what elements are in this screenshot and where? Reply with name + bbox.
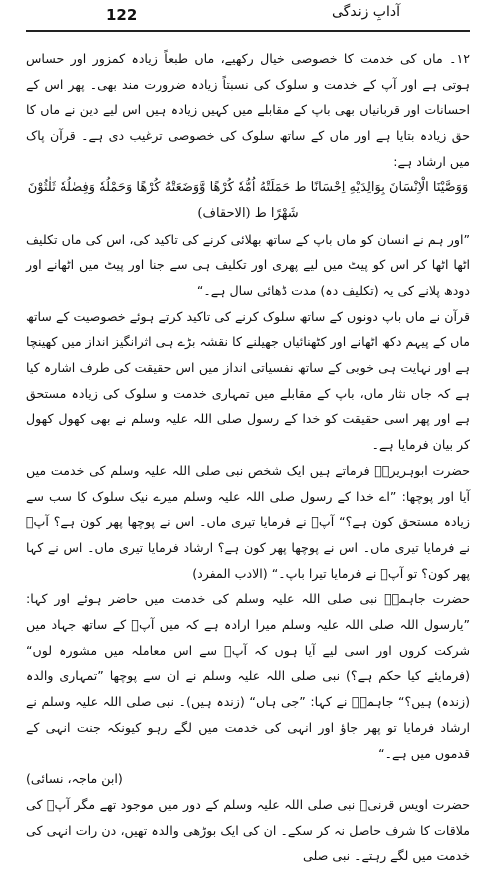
- book-title: آدابِ زندگی: [332, 4, 400, 20]
- paragraph-mother-rights: ۱۲۔ ماں کی خدمت کا خصوصی خیال رکھیے، ماں طبعاً زیادہ کمزور اور حساس ہوتی ہے اور آپ کے خدمت و سلوک کی نسبتاً زیادہ ضرورت مند بھی۔ پھر اس کے احسانات اور قربانیاں بھی باپ کے مقابلے میں کہیں زیادہ ہیں اس لیے دین نے ماں کا حق زیادہ بتایا ہے اور ماں کے ساتھ سلوک کی خصوصی ترغیب دی ہے۔ قرآن پاک میں ارشاد ہے:: [26, 51, 470, 169]
- hadith-abu-hurairah: حضرت ابوہریرہؓ فرماتے ہیں ایک شخص نبی صلی اللہ علیہ وسلم کی خدمت میں آیا اور پوچھا: ”اے خدا کے رسول صلی اللہ علیہ وسلم میرے نیک سلوک کا سب سے زیادہ مستحق کون ہے؟“ آپؐ نے فرمایا تیری ماں۔ اس نے پوچھا پھر کون ہے؟ آپؐ نے فرمایا تیری ماں۔ اس نے پوچھا پھر کون ہے؟ ارشاد فرمایا تیری ماں۔ اس نے کہا پھر کون؟ تو آپؐ نے فرمایا تیرا باپ۔“ (الادب المفرد): [26, 462, 470, 581]
- verse-translation: ”اور ہم نے انسان کو ماں باپ کے ساتھ بھلائی کرنے کی تاکید کی، اس کی ماں تکلیف اٹھا اٹھا کر اس کو پیٹ میں لیے پھری اور تکلیف ہی سے جنا اور پیٹ میں اٹھانے اور دودھ پلانے کی یہ (تکلیف دہ) مدت ڈھائی سال ہے۔“: [26, 231, 470, 298]
- page-number: 122: [106, 6, 138, 24]
- hadith-reference: (ابن ماجہ، نسائی): [26, 771, 123, 787]
- hadith-jahimah: حضرت جاہمہؓ نبی صلی اللہ علیہ وسلم کی خدمت میں حاضر ہوئے اور کہا: ”یارسول اللہ صلی اللہ علیہ وسلم میرا ارادہ ہے کہ میں آپؐ کے ساتھ جہاد میں شرکت کروں اور اسی لیے آیا ہوں کہ آپؐ سے اس معاملہ میں مشورہ لوں“ (فرمایئے کیا حکم ہے؟) نبی صلی اللہ علیہ وسلم نے ان سے پوچھا ”تمہاری والدہ (زندہ) ہیں؟“ جاہمہؓ نے کہا: ”جی ہاں“ (زندہ ہیں)۔ نبی صلی اللہ علیہ وسلم نے ارشاد فرمایا تو پھر جاؤ اور انہی کی خدمت میں لگے رہو کیونکہ جنت انہی کے قدموں میں ہے۔“: [26, 591, 470, 761]
- paragraph-quran-emphasis: قرآن نے ماں باپ دونوں کے ساتھ سلوک کرنے کی تاکید کرتے ہوئے خصوصیت کے ساتھ ماں کے پیہم دکھ اٹھانے اور کٹھنائیاں جھیلنے کا نقشہ بڑے ہی اثرانگیز انداز میں کھینچا ہے اور نہایت ہی خوبی کے ساتھ نفسیاتی انداز میں اس حقیقت کی طرف اشارہ کیا ہے کہ جاں نثار ماں، باپ کے مقابلے میں تمہاری خدمت و سلوک کی زیادہ مستحق ہے اور پھر اسی حقیقت کو خدا کے رسول صلی اللہ علیہ وسلم نے بھی کھول کھول کر بیان فرمایا ہے۔: [26, 308, 470, 453]
- paragraph-uwais-qarni: حضرت اویس قرنیؒ نبی صلی اللہ علیہ وسلم کے دور میں موجود تھے مگر آپؐ کی ملاقات کا شرف حاصل نہ کر سکے۔ ان کی ایک بوڑھی والدہ تھیں، دن رات انہی کی خدمت میں لگے رہتے۔ نبی صلی: [26, 796, 470, 864]
- quran-verse: وَوَصَّيْنَا الْاِنْسَانَ بِوَالِدَيْهِ اِحْسَانًا ط حَمَلَتْهُ اُمُّهٗ كُرْهًا وَّوَضَعَتْهُ كُرْهًا وَحَمْلُهٗ وَفِصٰلُهٗ ثَلٰثُوْنَ شَهْرًا ط (الاحقاف): [27, 179, 469, 221]
- running-header: [26, 0, 470, 32]
- body-text: [26, 46, 470, 869]
